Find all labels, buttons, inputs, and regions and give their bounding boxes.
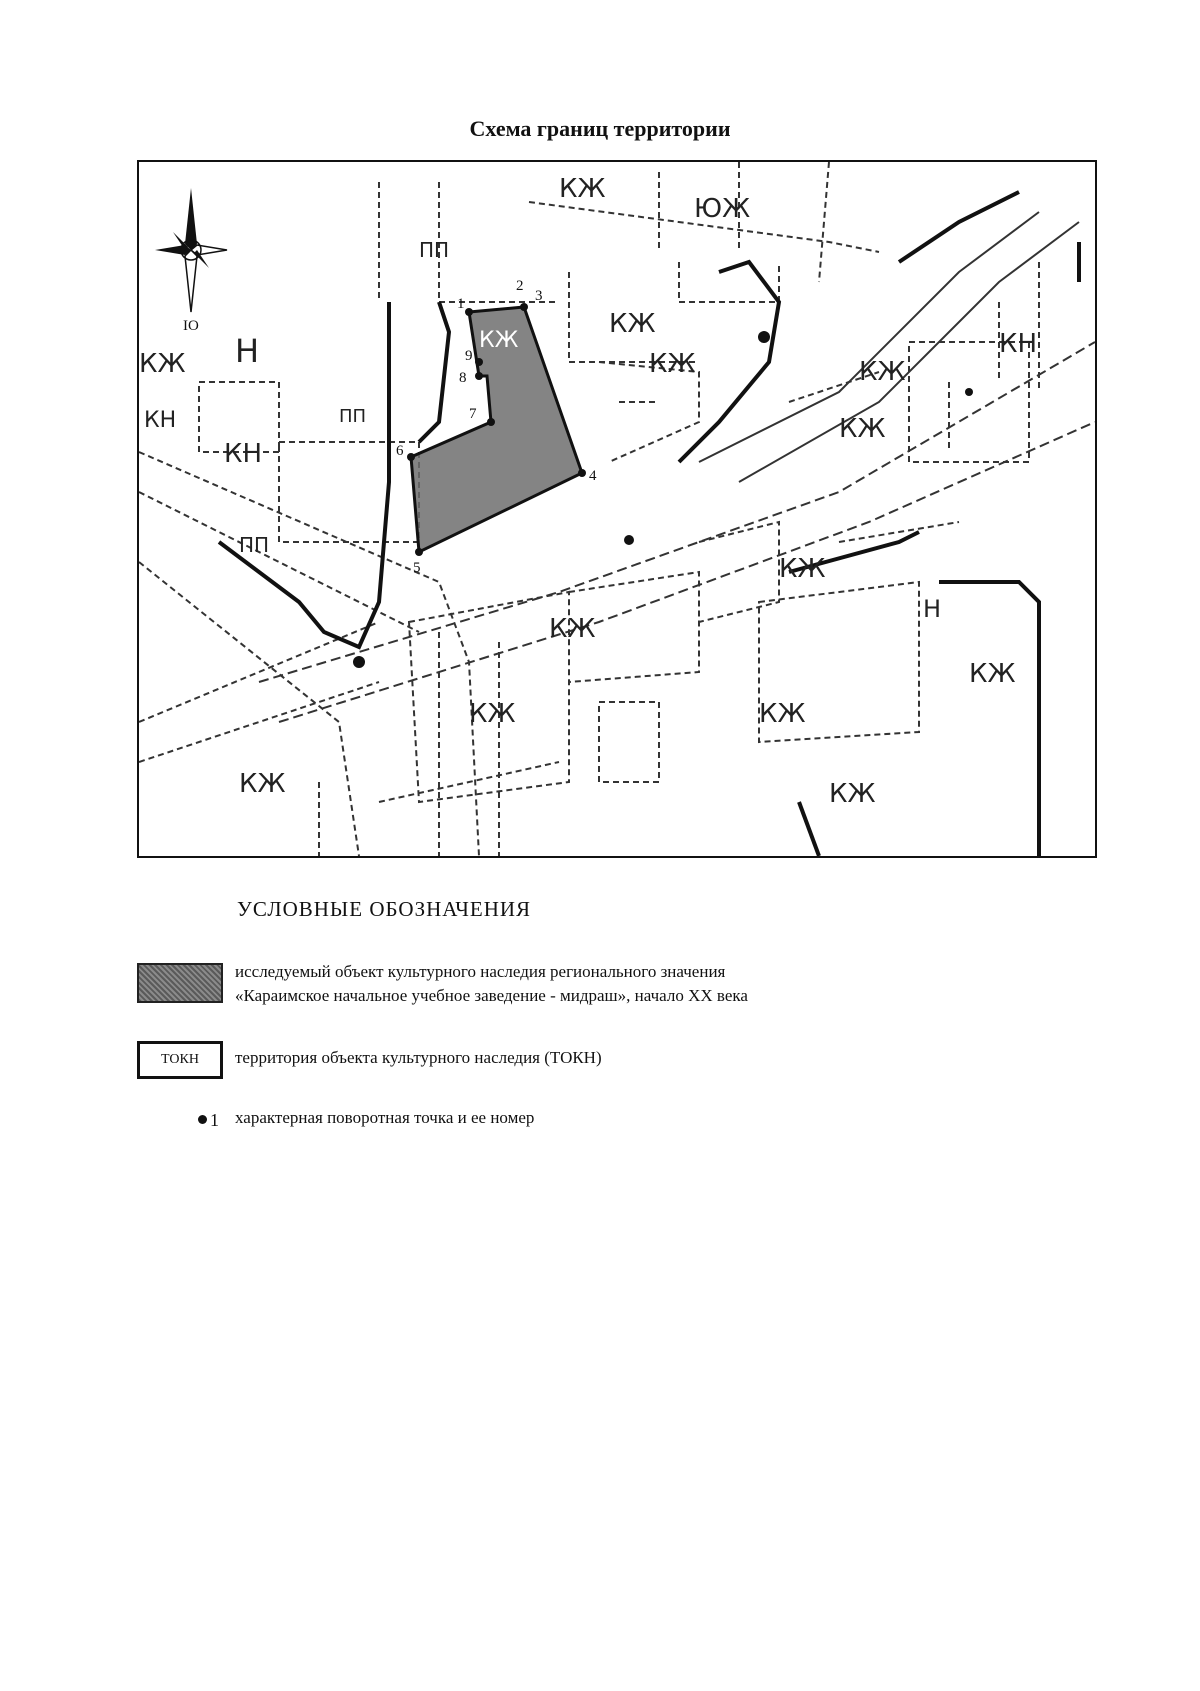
- point-label-1: 1: [457, 296, 465, 312]
- tokn-legend-text: территория объекта культурного наследия (ТОКН): [235, 1048, 602, 1067]
- object-swatch: [137, 963, 223, 1003]
- svg-text:КЖ: КЖ: [759, 699, 806, 729]
- svg-text:КЖ: КЖ: [549, 614, 596, 644]
- svg-text:КН: КН: [224, 439, 263, 469]
- street-lines: [259, 212, 1095, 722]
- svg-text:КЖ: КЖ: [839, 414, 886, 444]
- svg-text:ПП: ПП: [419, 238, 450, 262]
- svg-text:КЖ: КЖ: [969, 659, 1016, 689]
- svg-text:КЖ: КЖ: [559, 174, 606, 204]
- svg-text:КЖ: КЖ: [239, 769, 286, 799]
- svg-text:КЖ: КЖ: [779, 554, 826, 584]
- point-label-2: 2: [516, 278, 524, 294]
- svg-text:КЖ: КЖ: [469, 699, 516, 729]
- object-legend-text: [235, 960, 955, 1008]
- point-label-6: 6: [396, 443, 404, 459]
- point-label-4: 4: [589, 468, 597, 484]
- map-svg: [139, 162, 1095, 856]
- object-legend-line1: исследуемый объект культурного наследия регионального значения: [235, 962, 726, 981]
- svg-text:КЖ: КЖ: [609, 309, 656, 339]
- territory-map: [137, 160, 1097, 858]
- point-label-3: 3: [535, 288, 543, 304]
- point-legend-marker: [198, 1110, 219, 1131]
- svg-text:КЖ: КЖ: [479, 328, 519, 353]
- svg-text:Н: Н: [235, 332, 260, 370]
- parcel-lines: [139, 162, 1039, 856]
- compass-label: IO: [183, 318, 199, 334]
- svg-text:КЖ: КЖ: [139, 349, 186, 379]
- point-label-5: 5: [413, 560, 421, 576]
- legend-title: УСЛОВНЫЕ ОБОЗНАЧЕНИЯ: [237, 897, 532, 921]
- zone-labels: [139, 174, 1037, 809]
- svg-text:КЖ: КЖ: [649, 349, 696, 379]
- svg-text:КЖ: КЖ: [859, 357, 906, 387]
- svg-text:Н: Н: [923, 595, 942, 623]
- page-title: Схема границ территории: [469, 116, 731, 141]
- svg-text:ПП: ПП: [339, 406, 367, 427]
- svg-text:ЮЖ: ЮЖ: [694, 194, 751, 224]
- svg-text:ПП: ПП: [239, 533, 270, 557]
- point-legend-number: 1: [210, 1110, 219, 1130]
- svg-text:КН: КН: [144, 408, 177, 433]
- point-label-9: 9: [465, 348, 473, 364]
- compass-rose-icon: [155, 188, 227, 312]
- point-label-8: 8: [459, 370, 467, 386]
- point-legend-text: характерная поворотная точка и ее номер: [235, 1108, 535, 1127]
- svg-text:КН: КН: [999, 329, 1038, 359]
- svg-text:КЖ: КЖ: [829, 779, 876, 809]
- tokn-swatch: ТОКН: [137, 1041, 223, 1079]
- point-label-7: 7: [469, 406, 477, 422]
- object-legend-line2: «Караимское начальное учебное заведение - мидраш», начало XX века: [235, 986, 748, 1005]
- point-dot-icon: [198, 1115, 207, 1124]
